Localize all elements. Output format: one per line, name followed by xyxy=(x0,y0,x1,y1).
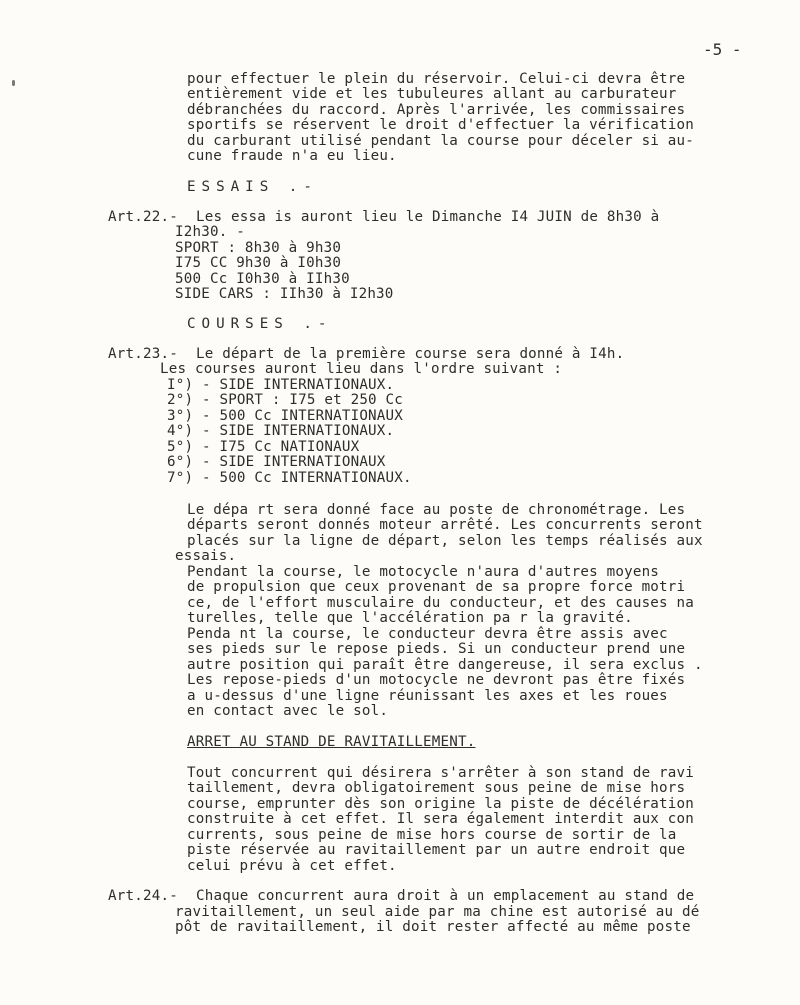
arret-line: celui prévu à cet effet. xyxy=(187,858,397,874)
page-number: -5 - xyxy=(703,40,742,59)
intro-line: pour effectuer le plein du réservoir. Celui-ci devra être xyxy=(187,71,686,87)
punch-hole-mark xyxy=(12,80,15,86)
article-label: Art.24.- xyxy=(108,888,178,904)
courses-paragraph-line: en contact avec le sol. xyxy=(187,703,389,719)
arret-line: taillement, devra obligatoirement sous peine de mise hors xyxy=(187,780,686,796)
intro-line: cune fraude n'a eu lieu. xyxy=(187,148,397,164)
article-label: Art.23.- xyxy=(108,346,178,362)
courses-paragraph-line: essais. xyxy=(175,548,237,564)
courses-paragraph-line: de propulsion que ceux provenant de sa propre force motri xyxy=(187,579,686,595)
art24-line: Chaque concurrent aura droit à un emplacement au stand de xyxy=(196,888,695,904)
arret-line: currents, sous peine de mise hors course de sortir de la xyxy=(187,827,677,843)
courses-paragraph-line: ses pieds sur le repose pieds. Si un conducteur prend une xyxy=(187,641,686,657)
arret-line: course, emprunter dès son origine la piste de décélération xyxy=(187,796,695,812)
schedule-line: SIDE CARS : IIh30 à I2h30 xyxy=(175,286,394,302)
race-order-item: 4°) - SIDE INTERNATIONAUX. xyxy=(167,423,395,439)
section-heading-essais: ESSAIS .- xyxy=(187,179,318,195)
courses-paragraph-line: ce, de l'effort musculaire du conducteur, et des causes na xyxy=(187,595,695,611)
race-order-item: 6°) - SIDE INTERNATIONAUX xyxy=(167,454,386,470)
intro-line: débranchées du raccord. Après l'arrivée, les commissaires xyxy=(187,102,686,118)
race-order-item: 2°) - SPORT : I75 et 250 Cc xyxy=(167,392,404,408)
courses-paragraph-line: Le dépa rt sera donné face au poste de chronométrage. Les xyxy=(187,502,686,518)
race-order-item: 3°) - 500 Cc INTERNATIONAUX xyxy=(167,408,404,424)
courses-line: Les courses auront lieu dans l'ordre suivant : xyxy=(160,361,563,377)
courses-paragraph-line: Pendant la course, le motocycle n'aura d'autres moyens xyxy=(187,564,660,580)
courses-paragraph-line: Les repose-pieds d'un motocycle ne devront pas être fixés xyxy=(187,672,686,688)
schedule-line: SPORT : 8h30 à 9h30 xyxy=(175,240,342,256)
race-order-item: I°) - SIDE INTERNATIONAUX. xyxy=(167,377,395,393)
courses-paragraph-line: placés sur la ligne de départ, selon les temps réalisés aux xyxy=(187,533,703,549)
courses-paragraph-line: départs seront donnés moteur arrêté. Les concurrents seront xyxy=(187,517,703,533)
intro-line: entièrement vide et les tubuleures allant au carburateur xyxy=(187,86,677,102)
article-label: Art.22.- xyxy=(108,209,178,225)
courses-line: Le départ de la première course sera donné à I4h. xyxy=(196,346,625,362)
courses-paragraph-line: a u-dessus d'une ligne réunissant les axes et les roues xyxy=(187,688,668,704)
schedule-line: 500 Cc I0h30 à IIh30 xyxy=(175,271,350,287)
art24-line: ravitaillement, un seul aide par ma chine est autorisé au dé xyxy=(175,904,700,920)
essais-line: I2h30. - xyxy=(175,224,245,240)
section-heading-arret: ARRET AU STAND DE RAVITAILLEMENT. xyxy=(187,734,476,750)
race-order-item: 5°) - I75 Cc NATIONAUX xyxy=(167,439,360,455)
arret-line: construite à cet effet. Il sera également interdit aux con xyxy=(187,811,695,827)
courses-paragraph-line: autre position qui paraît être dangereuse, il sera exclus . xyxy=(187,657,703,673)
intro-line: sportifs se réservent le droit d'effectuer la vérification xyxy=(187,117,695,133)
courses-paragraph-line: turelles, telle que l'accélération pa r la gravité. xyxy=(187,610,633,626)
courses-paragraph-line: Penda nt la course, le conducteur devra être assis avec xyxy=(187,626,668,642)
race-order-item: 7°) - 500 Cc INTERNATIONAUX. xyxy=(167,470,412,486)
section-heading-courses: COURSES .- xyxy=(187,316,333,332)
essais-line: Les essa is auront lieu le Dimanche I4 JUIN de 8h30 à xyxy=(196,209,660,225)
art24-line: pôt de ravitaillement, il doit rester affecté au même poste xyxy=(175,919,691,935)
intro-line: du carburant utilisé pendant la course pour déceler si au- xyxy=(187,133,695,149)
arret-line: piste réservée au ravitaillement par un autre endroit que xyxy=(187,842,686,858)
schedule-line: I75 CC 9h30 à I0h30 xyxy=(175,255,342,271)
arret-line: Tout concurrent qui désirera s'arrêter à son stand de ravi xyxy=(187,765,695,781)
